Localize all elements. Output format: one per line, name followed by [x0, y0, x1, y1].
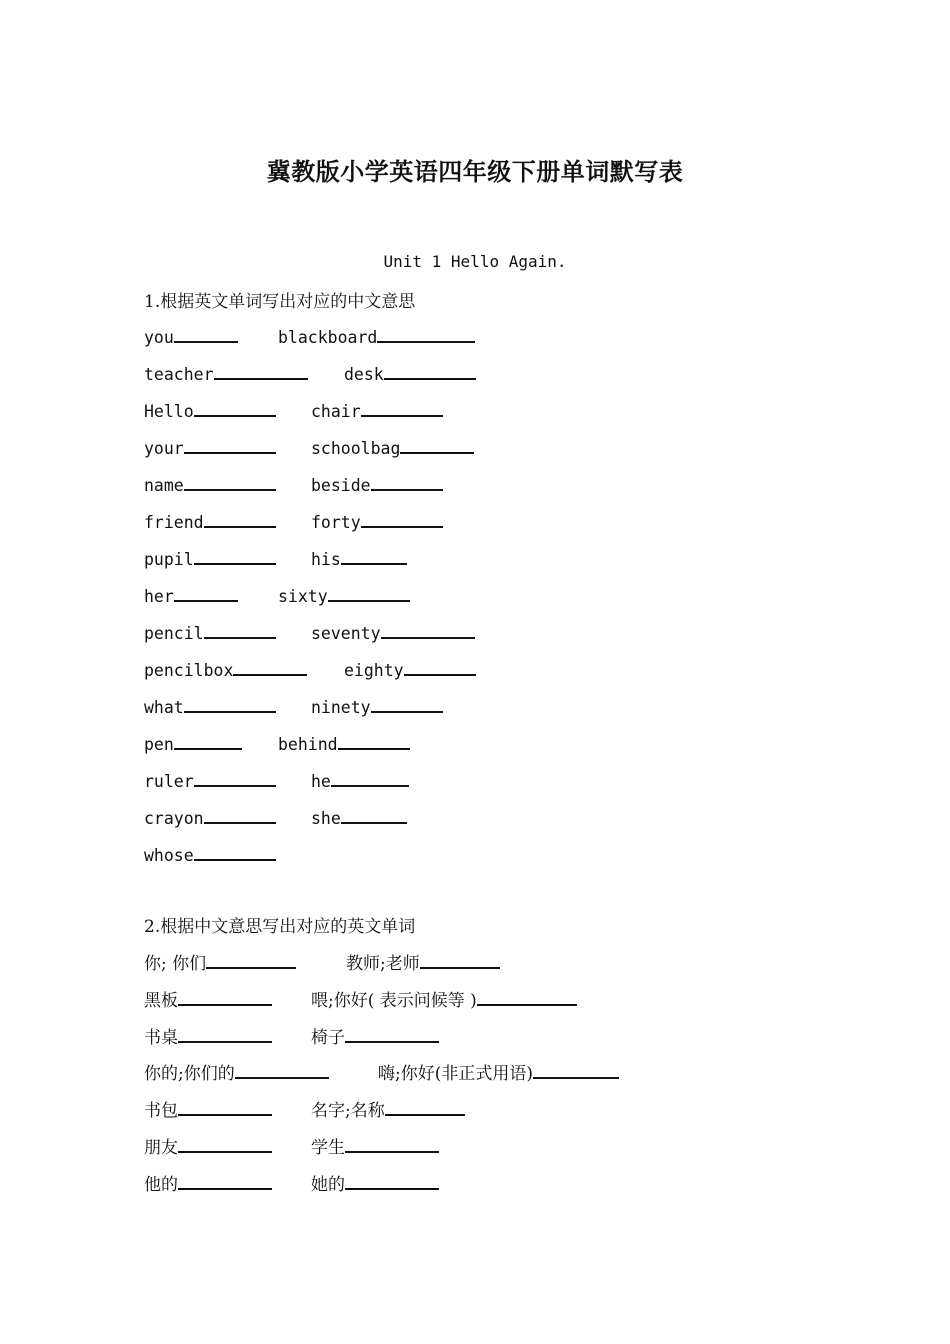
entry-prompt: 你; 你们	[144, 954, 207, 974]
answer-blank[interactable]	[328, 583, 410, 602]
answer-blank[interactable]	[204, 805, 276, 824]
answer-blank[interactable]	[235, 1060, 329, 1079]
left-entry	[144, 472, 276, 495]
answer-blank[interactable]	[184, 472, 276, 491]
entry-prompt: ninety	[311, 698, 371, 717]
entry-prompt: crayon	[144, 809, 204, 828]
entry-prompt: 学生	[311, 1138, 345, 1158]
entry-prompt: her	[144, 587, 174, 606]
entry-prompt: 书包	[144, 1101, 178, 1122]
entry-prompt: sixty	[278, 587, 328, 606]
entry-prompt: Hello	[144, 402, 194, 421]
answer-blank[interactable]	[194, 768, 276, 787]
entry-prompt: 教师;老师	[346, 954, 420, 974]
answer-blank[interactable]	[385, 1097, 465, 1116]
answer-blank[interactable]	[214, 361, 308, 380]
answer-blank[interactable]	[384, 361, 476, 380]
answer-blank[interactable]	[194, 546, 276, 565]
right-entry	[344, 361, 476, 384]
answer-blank[interactable]	[371, 472, 443, 491]
answer-blank[interactable]	[377, 324, 475, 343]
right-entry	[344, 657, 476, 680]
answer-blank[interactable]	[178, 1024, 272, 1043]
section1-heading: 1.根据英文单词写出对应的中文意思	[144, 292, 416, 312]
entry-prompt: pen	[144, 735, 174, 754]
left-entry	[144, 949, 296, 974]
answer-blank[interactable]	[400, 435, 474, 454]
entry-prompt: his	[311, 550, 341, 569]
entry-prompt: she	[311, 809, 341, 828]
entry-prompt: 名字;名称	[311, 1101, 385, 1122]
left-entry	[144, 620, 276, 643]
answer-blank[interactable]	[420, 950, 500, 969]
left-entry	[144, 986, 272, 1011]
answer-blank[interactable]	[533, 1060, 619, 1079]
answer-blank[interactable]	[233, 657, 307, 676]
entry-prompt: 喂;你好( 表示问候等 )	[311, 990, 477, 1011]
answer-blank[interactable]	[178, 987, 272, 1006]
entry-prompt: 她的	[311, 1174, 345, 1195]
right-entry	[278, 583, 410, 606]
right-entry	[311, 986, 577, 1011]
entry-prompt: desk	[344, 365, 384, 384]
entry-prompt: ruler	[144, 772, 194, 791]
answer-blank[interactable]	[178, 1134, 272, 1153]
left-entry	[144, 1170, 272, 1195]
entry-prompt: chair	[311, 402, 361, 421]
right-entry	[311, 398, 443, 421]
answer-blank[interactable]	[184, 694, 276, 713]
right-entry	[311, 805, 407, 828]
right-entry	[311, 472, 443, 495]
entry-prompt: teacher	[144, 365, 214, 384]
right-entry	[311, 620, 475, 643]
entry-prompt: 他的	[144, 1174, 178, 1195]
entry-prompt: your	[144, 439, 184, 458]
left-entry	[144, 694, 276, 717]
left-entry	[144, 1096, 272, 1121]
entry-prompt: behind	[278, 735, 338, 754]
answer-blank[interactable]	[204, 509, 276, 528]
entry-prompt: beside	[311, 476, 371, 495]
right-entry	[311, 694, 443, 717]
page-title: 冀教版小学英语四年级下册单词默写表	[266, 158, 684, 186]
left-entry	[144, 1133, 272, 1158]
right-entry	[311, 768, 409, 791]
left-entry	[144, 398, 276, 421]
answer-blank[interactable]	[371, 694, 443, 713]
left-entry	[144, 1059, 329, 1084]
right-entry	[311, 509, 443, 532]
answer-blank[interactable]	[345, 1171, 439, 1190]
entry-prompt: 椅子	[311, 1027, 345, 1048]
entry-prompt: 嗨;你好(非正式用语)	[378, 1064, 533, 1085]
entry-prompt: he	[311, 772, 331, 791]
left-entry	[144, 361, 308, 384]
entry-prompt: 书桌	[144, 1027, 178, 1048]
answer-blank[interactable]	[361, 398, 443, 417]
right-entry	[278, 324, 475, 347]
answer-blank[interactable]	[345, 1134, 439, 1153]
entry-prompt: blackboard	[278, 328, 378, 347]
entry-prompt: 你的;你们的	[144, 1064, 235, 1085]
entry-prompt: 朋友	[144, 1138, 178, 1158]
entry-prompt: whose	[144, 846, 194, 865]
entry-prompt: pupil	[144, 550, 194, 569]
entry-prompt: forty	[311, 513, 361, 532]
right-entry	[346, 949, 500, 974]
entry-prompt: eighty	[344, 661, 404, 680]
right-entry	[311, 1023, 439, 1048]
answer-blank[interactable]	[338, 731, 410, 750]
left-entry	[144, 435, 276, 458]
left-entry	[144, 546, 276, 569]
entry-prompt: seventy	[311, 624, 381, 643]
left-entry	[144, 324, 238, 347]
answer-blank[interactable]	[184, 435, 276, 454]
answer-blank[interactable]	[341, 546, 407, 565]
right-entry	[378, 1059, 619, 1084]
right-entry	[311, 1133, 439, 1158]
answer-blank[interactable]	[331, 768, 409, 787]
answer-blank[interactable]	[194, 398, 276, 417]
entry-prompt: friend	[144, 513, 204, 532]
left-entry	[144, 805, 276, 828]
answer-blank[interactable]	[341, 805, 407, 824]
entry-prompt: name	[144, 476, 184, 495]
answer-blank[interactable]	[194, 842, 276, 861]
entry-prompt: schoolbag	[311, 439, 401, 458]
left-entry	[144, 731, 242, 754]
entry-prompt: 黑板	[144, 990, 178, 1011]
section2-heading: 2.根据中文意思写出对应的英文单词	[144, 917, 416, 937]
answer-blank[interactable]	[178, 1097, 272, 1116]
answer-blank[interactable]	[174, 324, 238, 343]
right-entry	[311, 546, 407, 569]
left-entry	[144, 1023, 272, 1048]
answer-blank[interactable]	[174, 731, 242, 750]
entry-prompt: what	[144, 698, 184, 717]
answer-blank[interactable]	[404, 657, 476, 676]
answer-blank[interactable]	[345, 1024, 439, 1043]
answer-blank[interactable]	[204, 620, 276, 639]
answer-blank[interactable]	[361, 509, 443, 528]
entry-prompt: you	[144, 328, 174, 347]
right-entry	[278, 731, 410, 754]
answer-blank[interactable]	[178, 1171, 272, 1190]
left-entry	[144, 768, 276, 791]
answer-blank[interactable]	[477, 987, 577, 1006]
entry-prompt: pencilbox	[144, 661, 234, 680]
entry-prompt: pencil	[144, 624, 204, 643]
left-entry	[144, 657, 307, 680]
answer-blank[interactable]	[206, 950, 296, 969]
left-entry	[144, 509, 276, 532]
left-entry	[144, 583, 238, 606]
unit-heading: Unit 1 Hello Again.	[383, 252, 567, 271]
left-entry	[144, 842, 276, 865]
right-entry	[311, 435, 474, 458]
right-entry	[311, 1170, 439, 1195]
right-entry	[311, 1096, 465, 1121]
answer-blank[interactable]	[174, 583, 238, 602]
answer-blank[interactable]	[381, 620, 475, 639]
